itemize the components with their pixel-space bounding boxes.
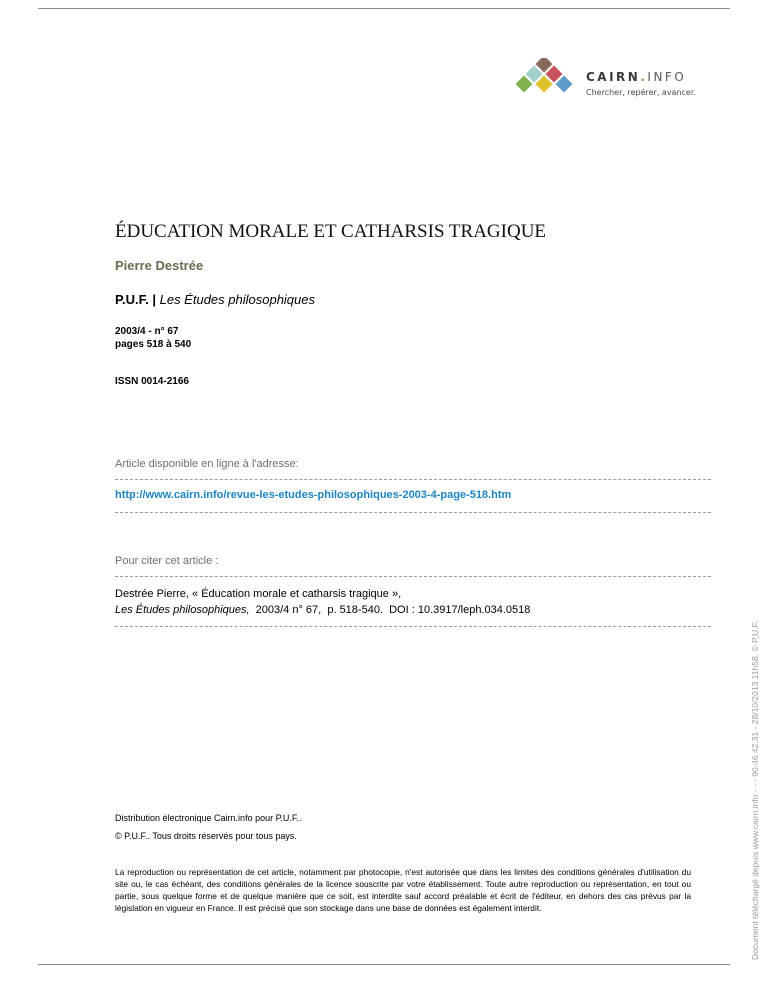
article-title: ÉDUCATION MORALE ET CATHARSIS TRAGIQUE (115, 221, 547, 242)
article-author[interactable]: Pierre Destrée (115, 258, 204, 273)
legal-notice: La reproduction ou représentation de cet article, notamment par photocopie, n'est autorisée que dans les limites des conditions générales d'utilisation du site ou, le cas échéant, des conditions générales de la licence souscrite par votre établissement. Toute autre reproduction ou représentation, en tout ou partie, sous quelque forme et de quelque manière que ce soit, est interdite sauf accord préalable et écrit de l'éditeur, en dehors des cas prévus par la législation en vigueur en France. Il est précisé que son stockage dans une base de données est également interdit. (115, 867, 691, 913)
download-watermark: Document téléchargé depuis www.cairn.info - - - 90.46.42.31 - 28/10/2013 11h58. © P.U.F. (750, 620, 760, 960)
article-publisher-line (115, 292, 315, 307)
logo-wordmark-suffix: INFO (647, 70, 687, 84)
distribution-note: Distribution électronique Cairn.info pour P.U.F.. (115, 813, 302, 823)
publisher-name[interactable]: P.U.F. (115, 292, 149, 307)
issue-number: 2003/4 - n° 67 (115, 326, 179, 337)
copyright-note: © P.U.F.. Tous droits réservés pour tous pays. (115, 831, 297, 841)
dashed-divider (115, 512, 711, 513)
publisher-separator: | (152, 292, 156, 307)
online-label: Article disponible en ligne à l'adresse: (115, 458, 299, 470)
citation-text (115, 586, 530, 618)
dashed-divider (115, 576, 711, 577)
citation-journal: Les Études philosophiques, (115, 604, 250, 616)
citation-line-2 (115, 602, 530, 618)
logo-tagline: Chercher, repérer, avancer. (586, 88, 696, 97)
page-range: pages 518 à 540 (115, 339, 192, 350)
top-rule (38, 8, 730, 9)
bottom-rule (38, 964, 730, 965)
citation-line-1: Destrée Pierre, « Éducation morale et catharsis tragique », (115, 588, 402, 600)
cairn-diamonds-icon (510, 58, 580, 102)
logo-wordmark-main: CAIRN (586, 70, 641, 84)
issue-block (115, 325, 191, 351)
cairn-logo[interactable] (510, 58, 710, 108)
logo-wordmark-dot: . (640, 70, 648, 84)
article-url-link[interactable]: http://www.cairn.info/revue-les-etudes-philosophiques-2003-4-page-518.htm (115, 489, 512, 501)
dashed-divider (115, 479, 711, 480)
journal-name[interactable]: Les Études philosophiques (159, 292, 315, 307)
dashed-divider (115, 626, 711, 627)
logo-wordmark (586, 70, 686, 84)
issn: ISSN 0014-2166 (115, 376, 189, 387)
cite-label: Pour citer cet article : (115, 555, 219, 567)
citation-details: 2003/4 n° 67, p. 518-540. DOI : 10.3917/leph.034.0518 (249, 604, 531, 616)
